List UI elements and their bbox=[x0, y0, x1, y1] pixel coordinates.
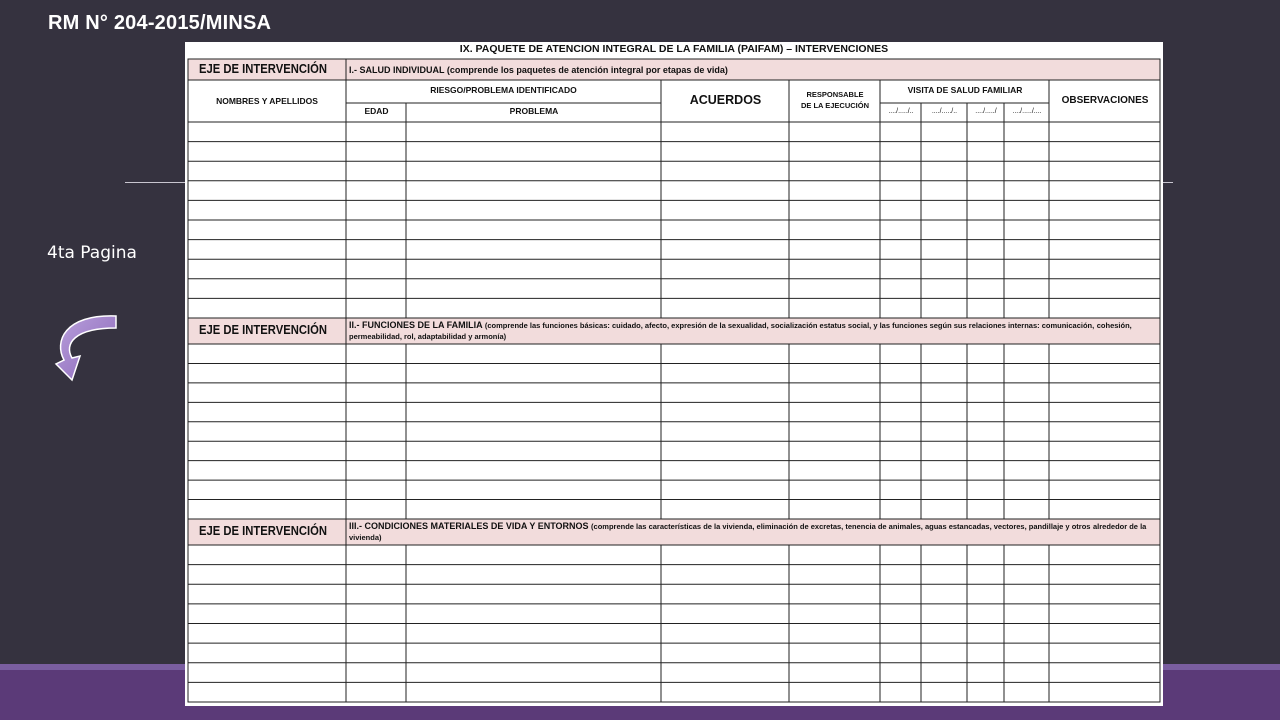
header-acuerdos: ACUERDOS bbox=[689, 93, 762, 107]
form-grid bbox=[185, 42, 1163, 706]
curved-arrow-icon bbox=[54, 312, 120, 384]
header-fecha-1: ..../...../.. bbox=[888, 108, 914, 115]
header-fecha-3: ..../...../ bbox=[975, 108, 997, 115]
form-document bbox=[185, 42, 1163, 706]
section-3-note: (comprende las características de la vivienda, eliminación de excretas, tenencia de animales, aguas estancadas, vectores, pandillaje y otros bbox=[591, 522, 1091, 531]
header-fecha-2: ..../...../.. bbox=[931, 108, 958, 115]
header-visita: VISITA DE SALUD FAMILIAR bbox=[907, 85, 1023, 95]
header-observaciones: OBSERVACIONES bbox=[1061, 95, 1149, 106]
header-responsable-1: RESPONSABLE bbox=[806, 90, 864, 99]
section-1-note: (comprende los paquetes de atención integral por etapas de vida) bbox=[446, 65, 728, 75]
section-2-note: (comprende las funciones básicas: cuidado, afecto, expresión de la sexualidad, socialización estatus social, y las funciones según sus relaciones internas: comunicación, bbox=[484, 321, 1095, 330]
header-nombres: NOMBRES Y APELLIDOS bbox=[216, 96, 318, 106]
section-2-extra: cohesión, permeabilidad, rol, adaptabilidad y armonía) bbox=[349, 321, 1132, 341]
section-2-heading bbox=[349, 320, 1159, 342]
slide-title: RM N° 204-2015/MINSA bbox=[48, 12, 272, 34]
section-3-extra: alrededor de la vivienda) bbox=[349, 522, 1147, 542]
section-2-eje-label: EJE DE INTERVENCIÓN bbox=[199, 323, 327, 337]
body-block bbox=[188, 344, 1160, 519]
header-riesgo: RIESGO/PROBLEMA IDENTIFICADO bbox=[430, 85, 577, 95]
section-3-eje-label: EJE DE INTERVENCIÓN bbox=[199, 524, 327, 538]
section-1-title: I.- SALUD INDIVIDUAL bbox=[349, 65, 445, 75]
header-edad: EDAD bbox=[364, 106, 389, 116]
section-1-eje-label: EJE DE INTERVENCIÓN bbox=[199, 62, 327, 76]
form-title: IX. PAQUETE DE ATENCION INTEGRAL DE LA FAMILIA (PAIFAM) – INTERVENCIONES bbox=[459, 43, 889, 55]
header-problema: PROBLEMA bbox=[509, 106, 559, 116]
page-label: 4ta Pagina bbox=[47, 243, 137, 263]
section-3-heading bbox=[349, 521, 1159, 543]
section-3-title: III.- CONDICIONES MATERIALES DE VIDA Y ENTORNOS bbox=[349, 521, 589, 531]
header-fecha-4: ..../...../.... bbox=[1012, 108, 1042, 115]
section-1-heading bbox=[349, 65, 1155, 76]
header-responsable-2: DE LA EJECUCIÓN bbox=[800, 101, 870, 110]
section-2-title: II.- FUNCIONES DE LA FAMILIA bbox=[349, 320, 483, 330]
